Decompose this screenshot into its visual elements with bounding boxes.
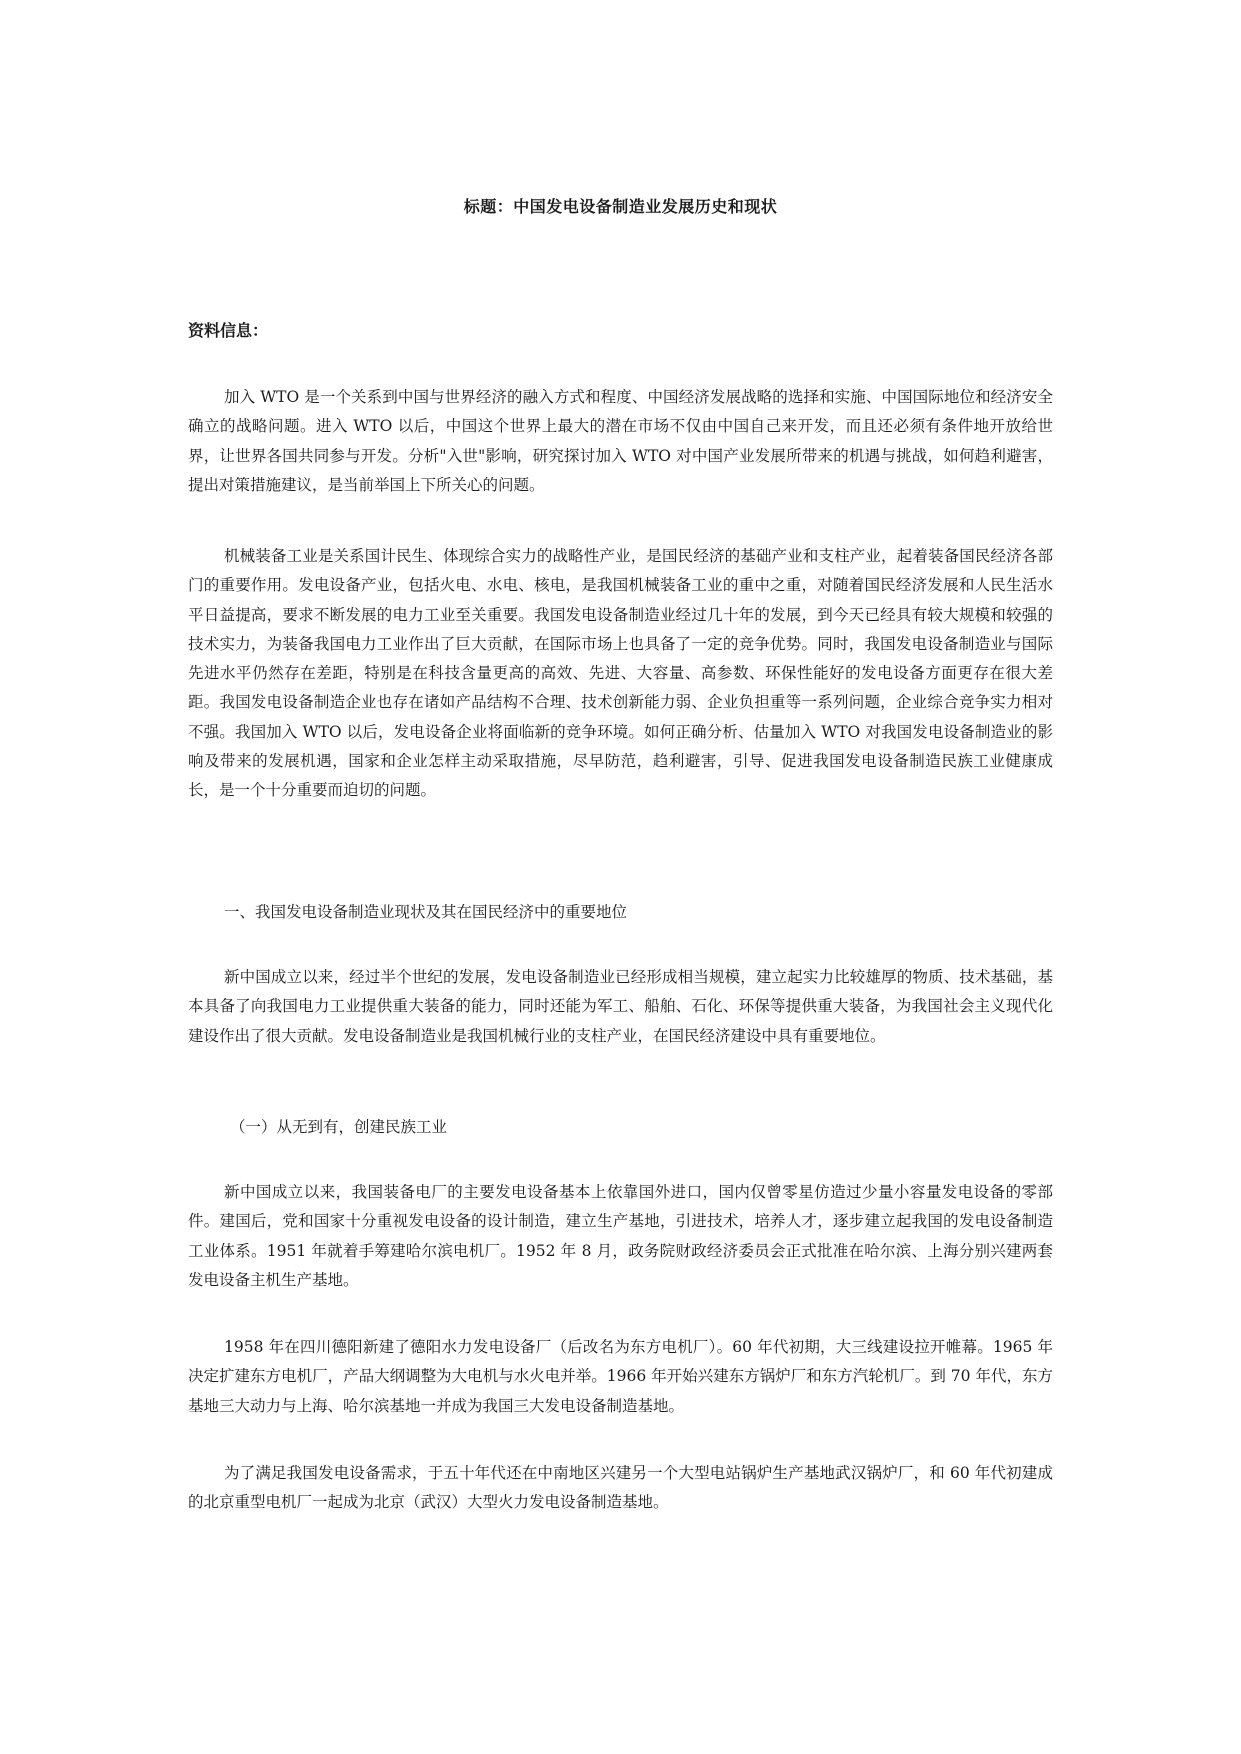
info-label: 资料信息： [188, 321, 269, 340]
subsection-heading-1: （一）从无到有，创建民族工业 [230, 1118, 448, 1136]
document-title: 标题：中国发电设备制造业发展历史和现状 [463, 197, 778, 216]
paragraph-1958-expansion: 1958 年在四川德阳新建了德阳水力发电设备厂（后改名为东方电机厂）。60 年代初期，大三线建设拉开帷幕。1965 年决定扩建东方电机厂，产品大纲调整为大电机与水火电并举。1966 年开始兴建东方锅炉厂和东方汽轮机厂。到 70 年代，东方基地三大动力与上海、哈尔滨基地一并成为我国三大发电设备制造基地。 [188, 1338, 1053, 1415]
paragraph-wto-intro: 加入 WTO 是一个关系到中国与世界经济的融入方式和程度、中国经济发展战略的选择和实施、中国国际地位和经济安全确立的战略问题。进入 WTO 以后，中国这个世界上最大的潜在市场不仅由中国自己来开发，而且还必须有条件地开放给世界，让世界各国共同参与开发。分析"入世"影响，研究探讨加入 WTO 对中国产业发展所带来的机遇与挑战，如何趋利避害，提出对策措施建议，是当前举国上下所关心的问题。 [188, 388, 1053, 494]
paragraph-founding: 新中国成立以来，我国装备电厂的主要发电设备基本上依靠国外进口，国内仅曾零星仿造过少量小容量发电设备的零部件。建国后，党和国家十分重视发电设备的设计制造，建立生产基地，引进技术，培养人才，逐步建立起我国的发电设备制造工业体系。1951 年就着手筹建哈尔滨电机厂。1952 年 8 月，政务院财政经济委员会正式批准在哈尔滨、上海分别兴建两套发电设备主机生产基地。 [188, 1183, 1053, 1289]
paragraph-wuhan-base: 为了满足我国发电设备需求，于五十年代还在中南地区兴建另一个大型电站锅炉生产基地武汉锅炉厂，和 60 年代初建成的北京重型电机厂一起成为北京（武汉）大型火力发电设备制造基地。 [188, 1464, 1053, 1512]
paragraph-industry-status: 新中国成立以来，经过半个世纪的发展，发电设备制造业已经形成相当规模，建立起实力比较雄厚的物质、技术基础，基本具备了向我国电力工业提供重大装备的能力，同时还能为军工、船舶、石化、环保等提供重大装备，为我国社会主义现代化建设作出了很大贡献。发电设备制造业是我国机械行业的支柱产业，在国民经济建设中具有重要地位。 [188, 968, 1053, 1045]
section-heading-1: 一、我国发电设备制造业现状及其在国民经济中的重要地位 [224, 903, 628, 921]
paragraph-machinery-industry: 机械装备工业是关系国计民生、体现综合实力的战略性产业，是国民经济的基础产业和支柱产业，起着装备国民经济各部门的重要作用。发电设备产业，包括火电、水电、核电，是我国机械装备工业的重中之重，对随着国民经济发展和人民生活水平日益提高，要求不断发展的电力工业至关重要。我国发电设备制造业经过几十年的发展，到今天已经具有较大规模和较强的技术实力，为装备我国电力工业作出了巨大贡献，在国际市场上也具备了一定的竞争优势。同时，我国发电设备制造业与国际先进水平仍然存在差距，特别是在科技含量更高的高效、先进、大容量、高参数、环保性能好的发电设备方面更存在很大差距。我国发电设备制造企业也存在诸如产品结构不合理、技术创新能力弱、企业负担重等一系列问题，企业综合竞争实力相对不强。我国加入 WTO 以后，发电设备企业将面临新的竞争环境。如何正确分析、估量加入 WTO 对我国发电设备制造业的影响及带来的发展机遇，国家和企业怎样主动采取措施，尽早防范，趋利避害，引导、促进我国发电设备制造民族工业健康成长，是一个十分重要而迫切的问题。 [188, 547, 1053, 800]
